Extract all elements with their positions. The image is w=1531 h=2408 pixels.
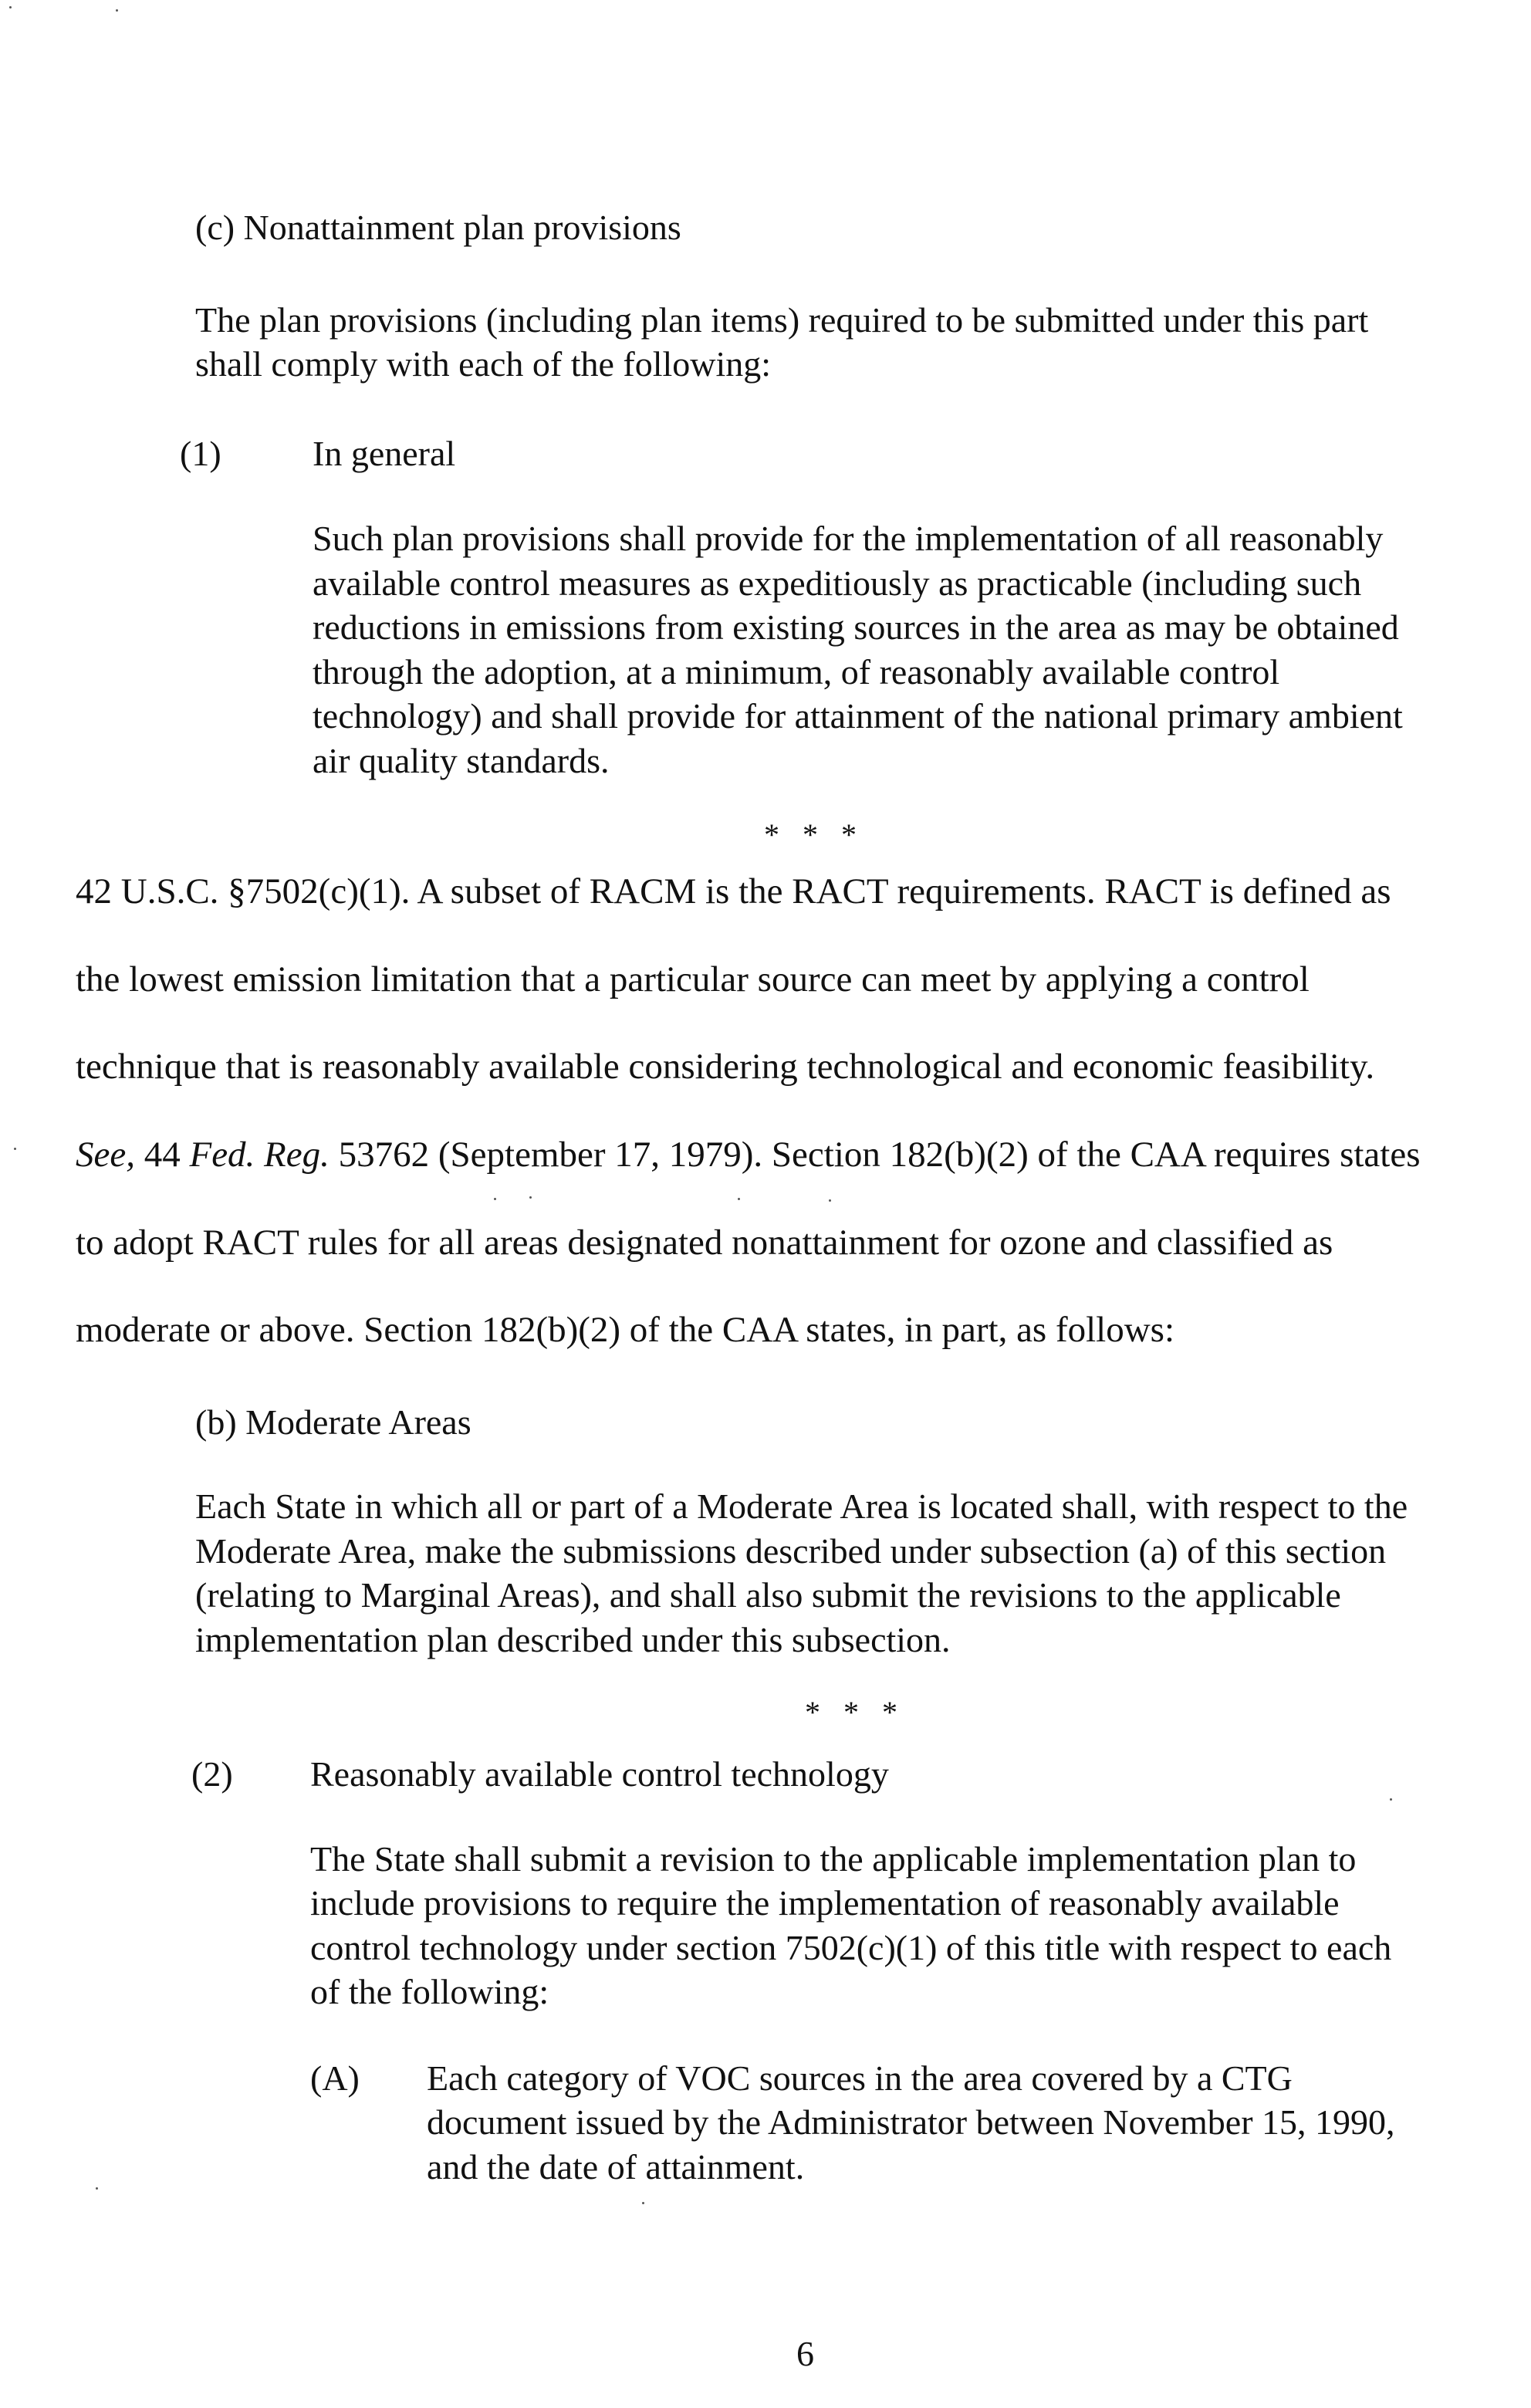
quote-line: implementation plan described under this subsection. [195, 1620, 951, 1659]
item-number: (1) [180, 434, 221, 473]
body-line: 42 U.S.C. §7502(c)(1). A subset of RACM is the RACT requirements. RACT is defined as [76, 871, 1391, 911]
item-title: Reasonably available control technology [310, 1754, 889, 1794]
scan-speck [642, 2202, 644, 2204]
quote-line: Each State in which all or part of a Moderate Area is located shall, with respect to the [195, 1486, 1408, 1526]
quote-line: control technology under section 7502(c)(1) of this title with respect to each [310, 1928, 1392, 1967]
citation-rest: 53762 (September 17, 1979). Section 182(b)(2) of the CAA requires states [338, 1135, 1421, 1175]
quote-line: (relating to Marginal Areas), and shall also submit the revisions to the applicable [195, 1575, 1341, 1615]
item-number: (2) [191, 1754, 233, 1794]
body-line: technique that is reasonably available considering technological and economic feasibility. [76, 1047, 1375, 1087]
quote-line: and the date of attainment. [427, 2147, 805, 2186]
quote-line: The State shall submit a revision to the applicable implementation plan to [310, 1839, 1357, 1879]
scan-speck [116, 9, 118, 12]
quote-line: air quality standards. [313, 741, 610, 780]
ellipsis-stars: * * * [764, 817, 864, 852]
scan-speck [529, 1196, 532, 1199]
citation-volume: 44 [144, 1135, 181, 1175]
body-line-citation [76, 1131, 1421, 1178]
citation-source: Fed. Reg. [189, 1135, 330, 1175]
scan-speck [1390, 1798, 1392, 1801]
page-number: 6 [796, 2334, 814, 2373]
body-line: moderate or above. Section 182(b)(2) of the CAA states, in part, as follows: [76, 1310, 1175, 1350]
quote-line: include provisions to require the implementation of reasonably available [310, 1883, 1340, 1923]
intro-line: The plan provisions (including plan items) required to be submitted under this part [195, 300, 1369, 340]
body-line: to adopt RACT rules for all areas designated nonattainment for ozone and classified as [76, 1223, 1333, 1263]
quote-line: document issued by the Administrator between November 15, 1990, [427, 2102, 1395, 2142]
body-line: the lowest emission limitation that a particular source can meet by applying a control [76, 959, 1310, 999]
ellipsis-stars: * * * [805, 1695, 905, 1730]
citation-signal: See, [76, 1135, 135, 1175]
scan-speck [9, 6, 12, 8]
scan-speck [14, 1148, 16, 1150]
quote-line: through the adoption, at a minimum, of reasonably available control [313, 652, 1280, 692]
scan-speck [738, 1198, 740, 1200]
section-heading-b: (b) Moderate Areas [195, 1402, 471, 1442]
quote-line: Each category of VOC sources in the area covered by a CTG [427, 2058, 1293, 2098]
quote-line: Such plan provisions shall provide for the implementation of all reasonably [313, 519, 1384, 558]
quote-line: of the following: [310, 1972, 549, 2011]
scan-speck [494, 1198, 496, 1200]
scan-speck [96, 2187, 98, 2190]
item-title: In general [313, 434, 456, 473]
quote-line: Moderate Area, make the submissions described under subsection (a) of this section [195, 1531, 1387, 1571]
section-heading-c: (c) Nonattainment plan provisions [195, 208, 681, 247]
intro-line: shall comply with each of the following: [195, 344, 772, 384]
quote-line: technology) and shall provide for attainment of the national primary ambient [313, 696, 1403, 736]
quote-line: reductions in emissions from existing sources in the area as may be obtained [313, 607, 1399, 647]
quote-line: available control measures as expeditiously as practicable (including such [313, 563, 1362, 603]
scan-speck [829, 1199, 831, 1202]
subitem-letter: (A) [310, 2058, 360, 2098]
